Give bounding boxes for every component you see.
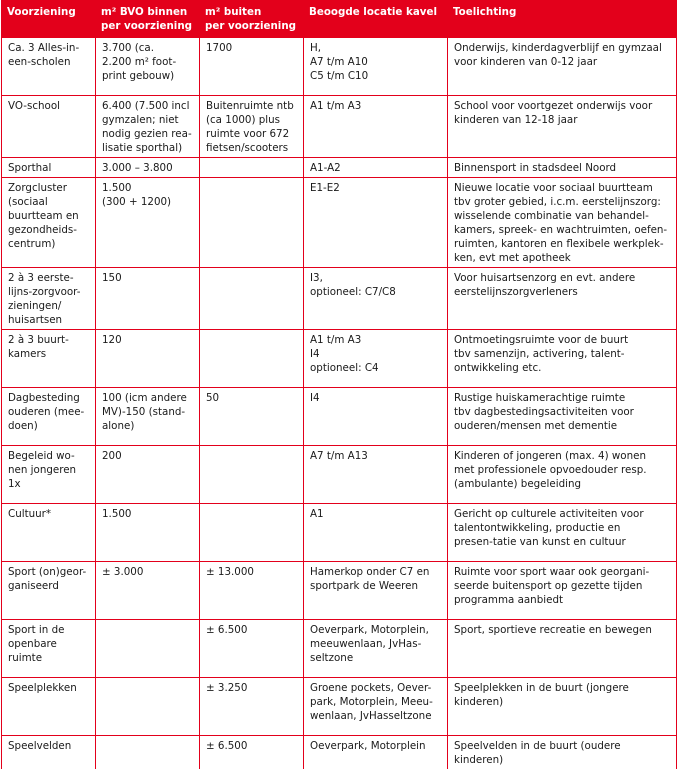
table-row	[2, 96, 677, 158]
header-bvo-binnen: m² BVO binnen per voorziening	[96, 1, 200, 38]
table-row	[2, 330, 677, 388]
m2-buiten-cell	[200, 446, 304, 504]
locatie-cell: E1-E2	[304, 178, 448, 268]
locatie-cell: A1 t/m A3 I4 optioneel: C4	[304, 330, 448, 388]
toelichting-cell: Nieuwe locatie voor sociaal buurtteam tbv groter gebied, i.c.m. eerstelijnszorg: wisselende combinatie van behandel- kamers, spreek- en wachtruimten, oefen- ruimten, kantoren en flexibele werkplek- ken, evt met apotheek	[448, 178, 677, 268]
m2-buiten-cell: ± 6.500	[200, 620, 304, 678]
m2-buiten-cell: 50	[200, 388, 304, 446]
table-row	[2, 38, 677, 96]
m2-buiten-cell	[200, 268, 304, 330]
bvo-binnen-cell: 1.500	[96, 504, 200, 562]
bvo-binnen-cell: 6.400 (7.500 incl gymzalen; niet nodig gezien rea- lisatie sporthal)	[96, 96, 200, 158]
table-header	[2, 1, 677, 38]
bvo-binnen-cell: 3.000 – 3.800	[96, 158, 200, 178]
header-toelichting: Toelichting	[448, 1, 677, 38]
voorziening-cell: 2 à 3 eerste- lijns-zorgvoor- zieningen/ huisartsen	[2, 268, 96, 330]
voorziening-cell: Cultuur*	[2, 504, 96, 562]
voorziening-cell: Speelplekken	[2, 678, 96, 736]
bvo-binnen-cell: 1.500 (300 + 1200)	[96, 178, 200, 268]
m2-buiten-cell: ± 6.500	[200, 736, 304, 769]
toelichting-cell: Gericht op culturele activiteiten voor talentontwikkeling, productie en presen-tatie van kunst en cultuur	[448, 504, 677, 562]
toelichting-cell: School voor voortgezet onderwijs voor kinderen van 12-18 jaar	[448, 96, 677, 158]
toelichting-cell: Sport, sportieve recreatie en bewegen	[448, 620, 677, 678]
bvo-binnen-cell: 3.700 (ca. 2.200 m² foot- print gebouw)	[96, 38, 200, 96]
locatie-cell: A1	[304, 504, 448, 562]
m2-buiten-cell: ± 3.250	[200, 678, 304, 736]
m2-buiten-cell: 1700	[200, 38, 304, 96]
facilities-table	[1, 0, 677, 769]
table-row	[2, 562, 677, 620]
toelichting-cell: Onderwijs, kinderdagverblijf en gymzaal voor kinderen van 0-12 jaar	[448, 38, 677, 96]
bvo-binnen-cell	[96, 678, 200, 736]
voorziening-cell: VO-school	[2, 96, 96, 158]
toelichting-cell: Ontmoetingsruimte voor de buurt tbv samenzijn, activering, talent- ontwikkeling etc.	[448, 330, 677, 388]
toelichting-cell: Speelplekken in de buurt (jongere kinderen)	[448, 678, 677, 736]
bvo-binnen-cell: 100 (icm andere MV)-150 (stand- alone)	[96, 388, 200, 446]
voorziening-cell: Sport in de openbare ruimte	[2, 620, 96, 678]
voorziening-cell: Ca. 3 Alles-in- een-scholen	[2, 38, 96, 96]
voorziening-cell: Sport (on)geor- ganiseerd	[2, 562, 96, 620]
locatie-cell: Oeverpark, Motorplein	[304, 736, 448, 769]
header-m2-buiten: m² buiten per voorziening	[200, 1, 304, 38]
bvo-binnen-cell: ± 3.000	[96, 562, 200, 620]
toelichting-cell: Ruimte voor sport waar ook georgani- seerde buitensport op gezette tijden programma aanbiedt	[448, 562, 677, 620]
toelichting-cell: Kinderen of jongeren (max. 4) wonen met professionele opvoedouder resp. (ambulante) begeleiding	[448, 446, 677, 504]
voorziening-cell: Begeleid wo- nen jongeren 1x	[2, 446, 96, 504]
m2-buiten-cell	[200, 178, 304, 268]
locatie-cell: A1-A2	[304, 158, 448, 178]
table-row	[2, 446, 677, 504]
toelichting-cell: Speelvelden in de buurt (oudere kinderen)	[448, 736, 677, 769]
table-body	[2, 38, 677, 769]
table-row	[2, 736, 677, 769]
m2-buiten-cell: ± 13.000	[200, 562, 304, 620]
bvo-binnen-cell: 200	[96, 446, 200, 504]
bvo-binnen-cell: 150	[96, 268, 200, 330]
table-row	[2, 678, 677, 736]
locatie-cell: A7 t/m A13	[304, 446, 448, 504]
bvo-binnen-cell	[96, 620, 200, 678]
table-row	[2, 504, 677, 562]
header-row	[2, 1, 677, 38]
locatie-cell: A1 t/m A3	[304, 96, 448, 158]
locatie-cell: Groene pockets, Oever- park, Motorplein, Meeu- wenlaan, JvHasseltzone	[304, 678, 448, 736]
m2-buiten-cell	[200, 504, 304, 562]
bvo-binnen-cell: 120	[96, 330, 200, 388]
table-row	[2, 268, 677, 330]
toelichting-cell: Rustige huiskamerachtige ruimte tbv dagbestedingsactiviteiten voor ouderen/mensen met dementie	[448, 388, 677, 446]
voorziening-cell: 2 à 3 buurt- kamers	[2, 330, 96, 388]
table-row	[2, 388, 677, 446]
table-row	[2, 158, 677, 178]
voorziening-cell: Zorgcluster (sociaal buurtteam en gezondheids- centrum)	[2, 178, 96, 268]
voorziening-cell: Dagbesteding ouderen (mee- doen)	[2, 388, 96, 446]
locatie-cell: Hamerkop onder C7 en sportpark de Weeren	[304, 562, 448, 620]
locatie-cell: Oeverpark, Motorplein, meeuwenlaan, JvHas- seltzone	[304, 620, 448, 678]
locatie-cell: I3, optioneel: C7/C8	[304, 268, 448, 330]
m2-buiten-cell	[200, 330, 304, 388]
locatie-cell: H, A7 t/m A10 C5 t/m C10	[304, 38, 448, 96]
m2-buiten-cell: Buitenruimte ntb (ca 1000) plus ruimte voor 672 fietsen/scooters	[200, 96, 304, 158]
bvo-binnen-cell	[96, 736, 200, 769]
table-row	[2, 178, 677, 268]
table-row	[2, 620, 677, 678]
voorziening-cell: Sporthal	[2, 158, 96, 178]
toelichting-cell: Binnensport in stadsdeel Noord	[448, 158, 677, 178]
header-locatie-kavel: Beoogde locatie kavel	[304, 1, 448, 38]
locatie-cell: I4	[304, 388, 448, 446]
voorziening-cell: Speelvelden	[2, 736, 96, 769]
toelichting-cell: Voor huisartsenzorg en evt. andere eerstelijnszorgverleners	[448, 268, 677, 330]
m2-buiten-cell	[200, 158, 304, 178]
header-voorziening: Voorziening	[2, 1, 96, 38]
